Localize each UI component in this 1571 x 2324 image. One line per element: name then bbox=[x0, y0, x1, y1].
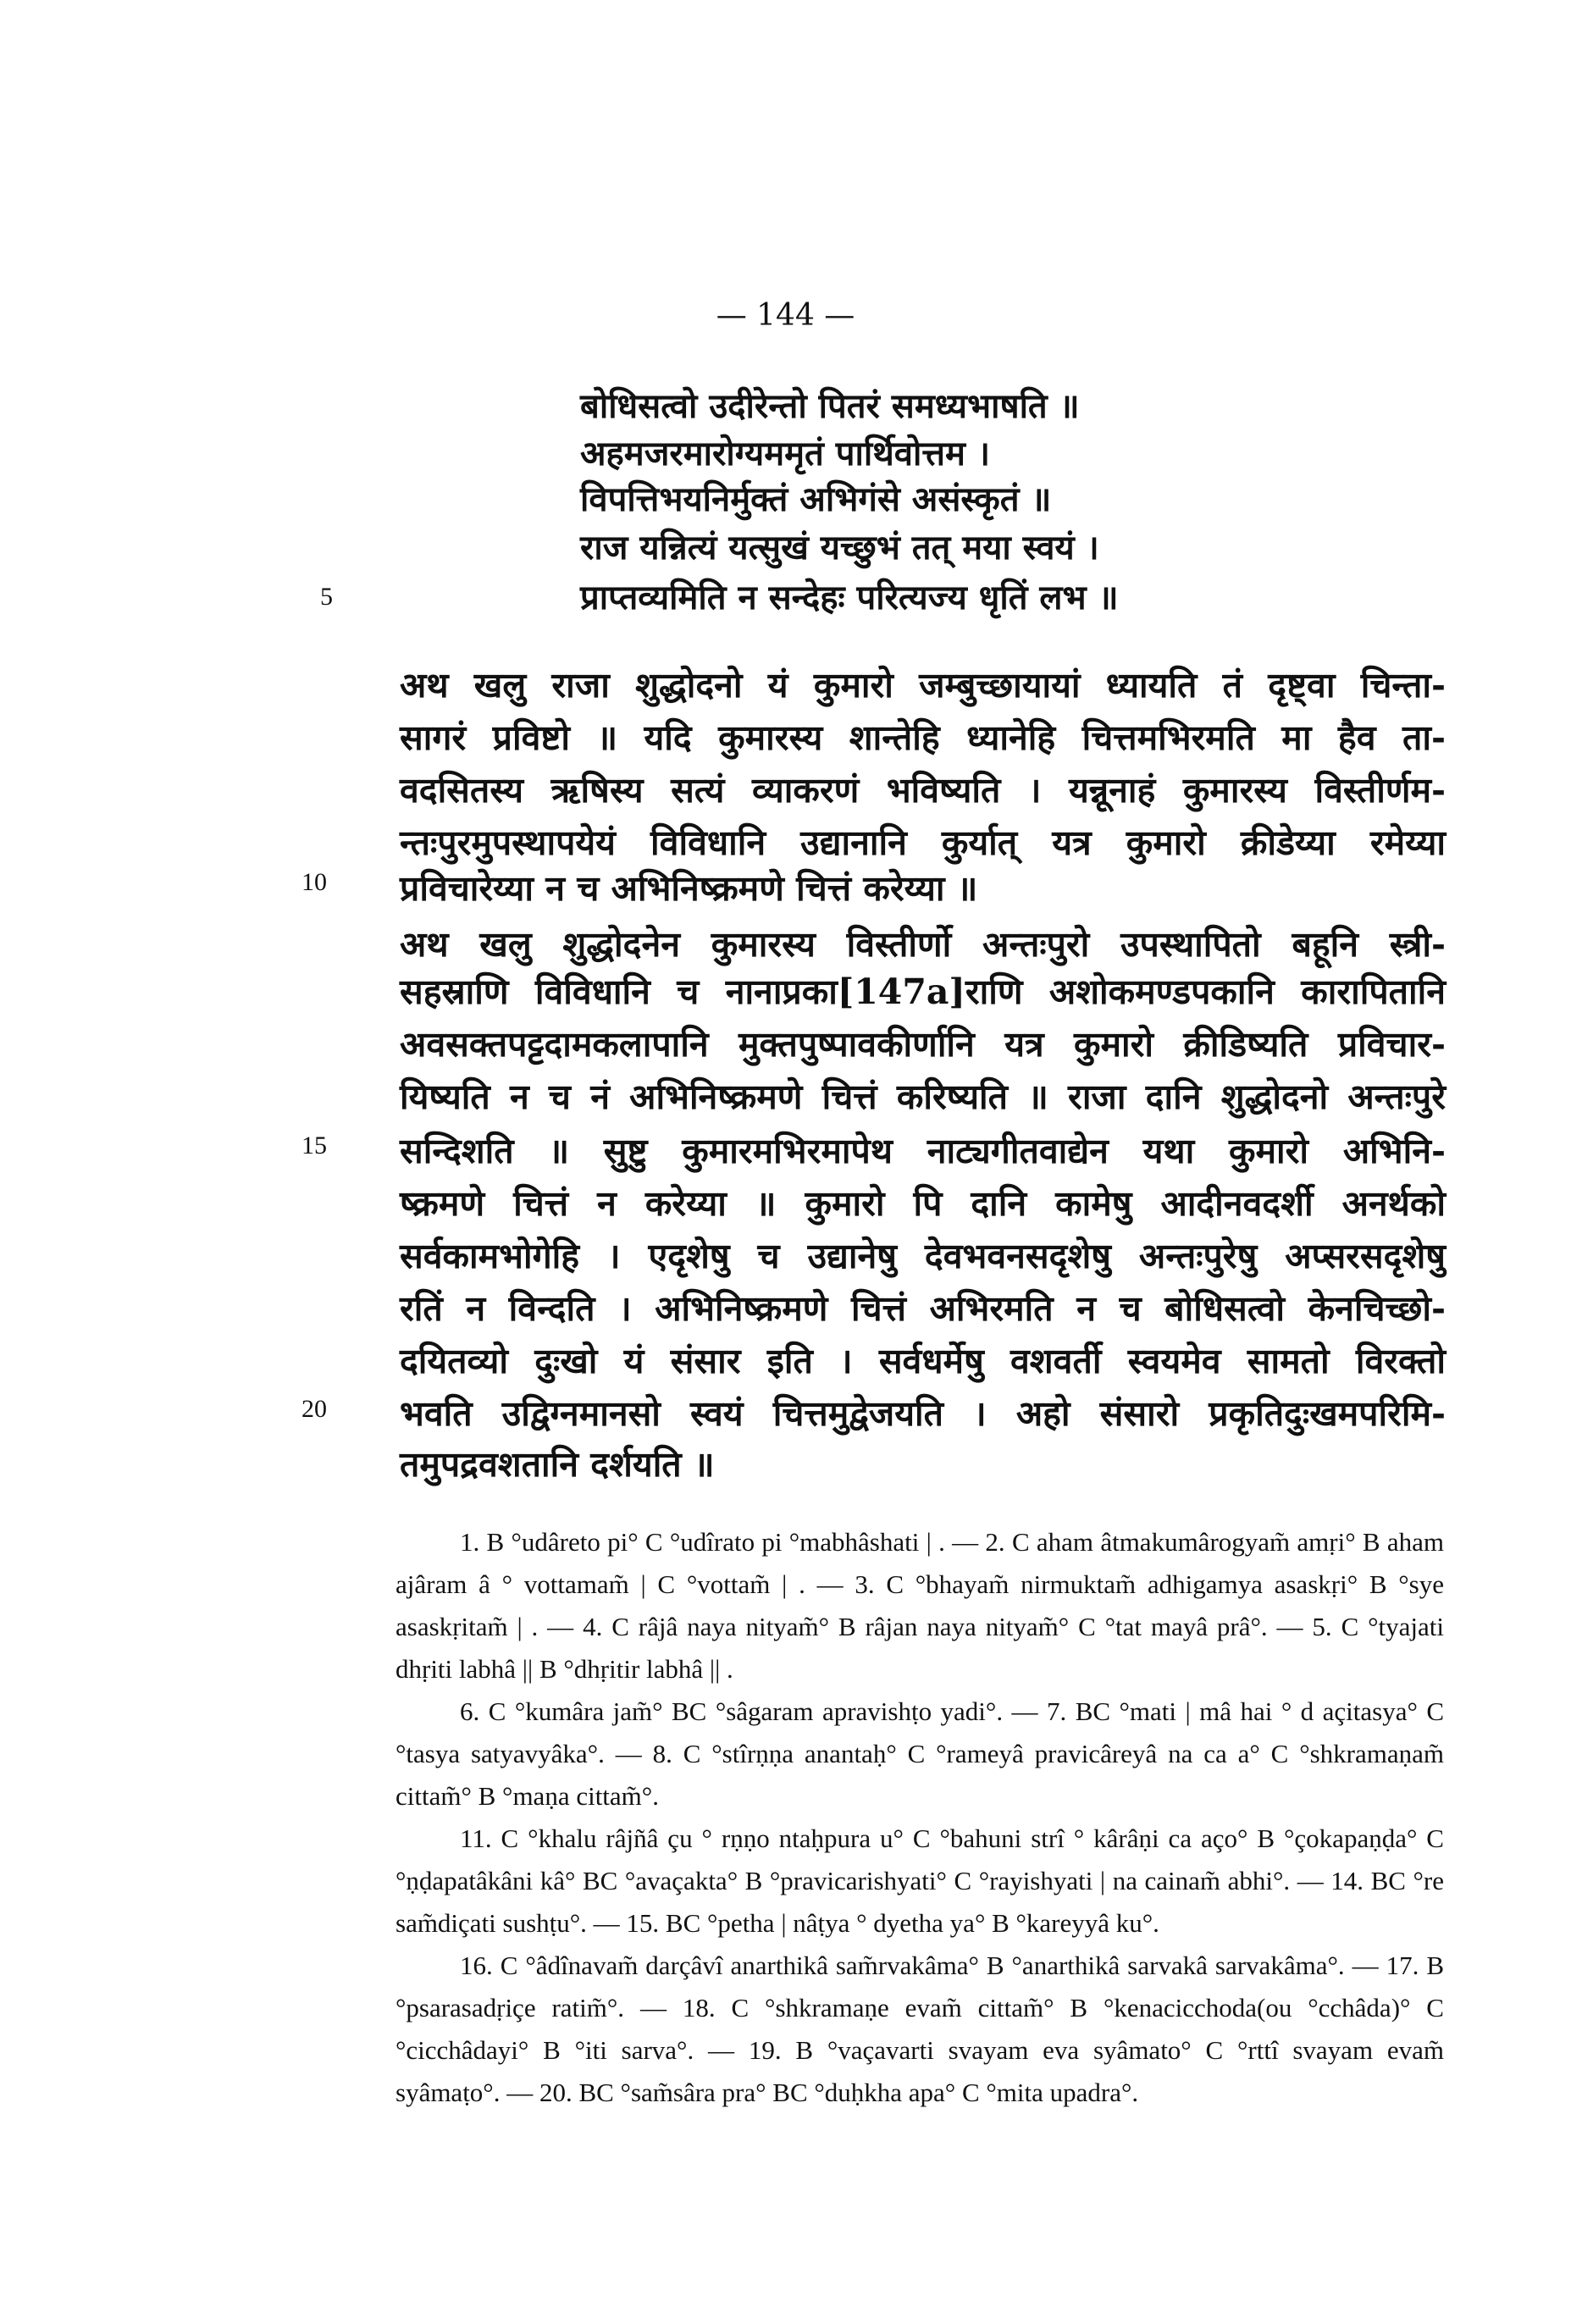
verse-line: राज यन्नित्यं यत्सुखं यच्छुभं तत् मया स्वयं । bbox=[580, 528, 1099, 567]
prose-line: ष्क्रमणे चित्तं न करेय्या ॥ कुमारो पि दानि कामेषु आदीनवदर्शी अनर्थको bbox=[400, 1183, 1446, 1224]
line-number: 5 bbox=[320, 583, 333, 611]
verse-line: विपत्तिभयनिर्मुक्तं अभिगंसे असंस्कृतं ॥ bbox=[580, 479, 1052, 519]
prose-line: वदसितस्य ऋषिस्य सत्यं व्याकरणं भविष्यति । यन्नूनाहं कुमारस्य विस्तीर्णम- bbox=[400, 770, 1446, 811]
prose-line: यिष्यति न च नं अभिनिष्क्रमणे चित्तं करिष्यति ॥ राजा दानि शुद्धोदनो अन्तःपुरे bbox=[400, 1076, 1446, 1117]
prose-line: न्तःपुरमुपस्थापयेयं विविधानि उद्यानानि कुर्यात् यत्र कुमारो क्रीडेय्या रमेय्या bbox=[400, 822, 1446, 863]
page-number: — 144 — bbox=[716, 298, 855, 333]
line-number: 15 bbox=[301, 1132, 327, 1159]
prose-line: अथ खलु शुद्धोदनेन कुमारस्य विस्तीर्णो अन्तःपुरो उपस्थापितो बहूनि स्त्री- bbox=[400, 924, 1446, 965]
footnotes bbox=[396, 1521, 1444, 2114]
verse-line: बोधिसत्वो उदीरेन्तो पितरं समध्यभाषति ॥ bbox=[580, 386, 1080, 426]
prose-line: अवसक्तपट्टदामकलापानि मुक्तपुष्पावकीर्णानि यत्र कुमारो क्रीडिष्यति प्रविचार- bbox=[400, 1024, 1446, 1065]
prose-line: सर्वकामभोगेहि । एदृशेषु च उद्यानेषु देवभवनसदृशेषु अन्तःपुरेषु अप्सरसदृशेषु bbox=[400, 1236, 1446, 1276]
prose-line: तमुपद्रवशतानि दर्शयति ॥ bbox=[400, 1444, 715, 1485]
prose-line: सागरं प्रविष्टो ॥ यदि कुमारस्य शान्तेहि ध्यानेहि चित्तमभिरमति मा हैव ता- bbox=[400, 717, 1446, 758]
line-number: 20 bbox=[301, 1395, 327, 1423]
prose-line: भवति उद्विग्नमानसो स्वयं चित्तमुद्वेजयति । अहो संसारो प्रकृतिदुःखमपरिमि- bbox=[400, 1393, 1446, 1434]
prose-line: सहस्राणि विविधानि च नानाप्रका[147a]राणि अशोकमण्डपकानि कारापितानि bbox=[400, 971, 1446, 1012]
footnote: 11. C °khalu râjñâ çu ° rṇṇo ntaḥpura u° C °bahuni strî ° kârâṇi ca aço° B °çokapaṇḍa° C °ṇḍapatâkâni kâ° BC °avaçakta° B °pravicarishyati° C °rayishyati | na cainam̃ abhi°. — 14. BC °re sam̃diçati sushṭu°. — 15. BC °petha | nâṭya ° dyetha ya° B °kareyyâ ku°. bbox=[396, 1823, 1444, 1938]
line-number: 10 bbox=[301, 868, 327, 896]
prose-line: सन्दिशति ॥ सुष्टु कुमारमभिरमापेथ नाट्यगीतवाद्येन यथा कुमारो अभिनि- bbox=[400, 1131, 1446, 1171]
footnote: 6. C °kumâra jam̃° BC °sâgaram apravishṭo yadi°. — 7. BC °mati | mâ hai ° d açitasya° C °tasya satyavyâka°. — 8. C °stîrṇṇa anantaḥ° C °rameyâ pravicâreyâ na ca a° C °shkramaṇam̃ cittam̃° B °maṇa cittam̃°. bbox=[396, 1696, 1444, 1811]
verse-line: प्राप्तव्यमिति न सन्देहः परित्यज्य धृतिं लभ ॥ bbox=[580, 578, 1119, 617]
prose-line: प्रविचारेय्या न च अभिनिष्क्रमणे चित्तं करेय्या ॥ bbox=[400, 868, 978, 909]
prose-line: रतिं न विन्दति । अभिनिष्क्रमणे चित्तं अभिरमति न च बोधिसत्वो केनचिच्छो- bbox=[400, 1288, 1446, 1329]
verse-line: अहमजरमारोग्यममृतं पार्थिवोत्तम । bbox=[580, 434, 991, 473]
prose-line: अथ खलु राजा शुद्धोदनो यं कुमारो जम्बुच्छायायां ध्यायति तं दृष्ट्वा चिन्ता- bbox=[400, 665, 1446, 706]
prose-line: दयितव्यो दुःखो यं संसार इति । सर्वधर्मेषु वशवर्ती स्वयमेव सामतो विरक्तो bbox=[400, 1341, 1446, 1381]
footnote: 1. B °udâreto pi° C °udîrato pi °mabhâshati | . — 2. C aham âtmakumârogyam̃ amṛi° B aham ajâram â ° vottamam̃ | C °vottam̃ | . — 3. C °bhayam̃ nirmuktam̃ adhigamya asaskṛi° B °sye asaskṛitam̃ | . — 4. C râjâ naya nityam̃° B râjan naya nityam̃° C °tat mayâ prâ°. — 5. C °tyajati dhṛiti labhâ || B °dhṛitir labhâ || . bbox=[396, 1527, 1444, 1684]
footnote: 16. C °âdînavam̃ darçâvî anarthikâ sam̃rvakâma° B °anarthikâ sarvakâ sarvakâma°. — 17. B °psarasadṛiçe ratim̃°. — 18. C °shkramaṇe evam̃ cittam̃° B °kenacicchoda(ou °cchâda)° C °cicchâdayi° B °iti sarva°. — 19. B °vaçavarti svayam eva syâmato° C °rttî svayam evam̃ syâmaṭo°. — 20. BC °sam̃sâra pra° BC °duḥkha apa° C °mita upadra°. bbox=[396, 1951, 1444, 2107]
